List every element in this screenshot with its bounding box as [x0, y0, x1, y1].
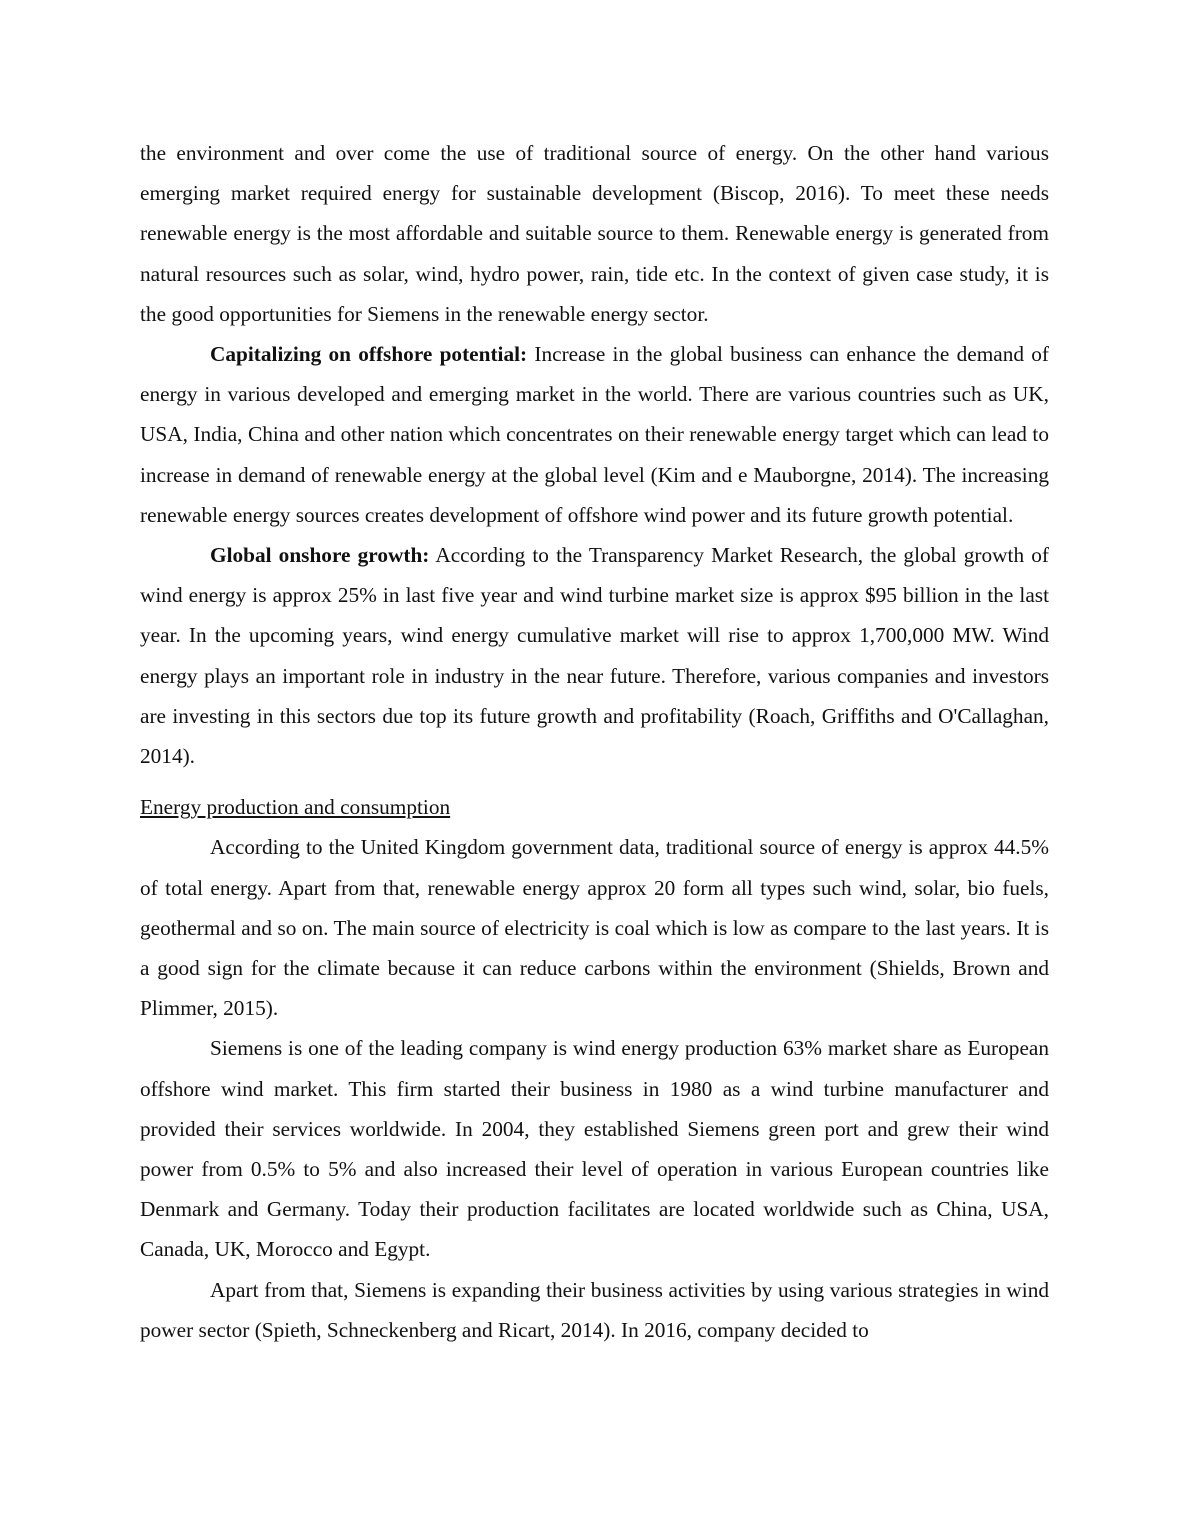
- paragraph-siemens-market-share: Siemens is one of the leading company is wind energy production 63% market share as European offshore wind market. This firm started their business in 1980 as a wind turbine manufacturer and provided their services worldwide. In 2004, they established Siemens green port and grew their wind power from 0.5% to 5% and also increased their level of operation in various European countries like Denmark and Germany. Today their production facilitates are located worldwide such as China, USA, Canada, UK, Morocco and Egypt.: [140, 1036, 1049, 1262]
- onshore-growth-lead: Global onshore growth:: [210, 543, 430, 568]
- paragraph-offshore-potential: [140, 334, 1049, 535]
- onshore-growth-text: According to the Transparency Market Research, the global growth of wind energy is approx 25% in last five year and wind turbine market size is approx $95 billion in the last year. In the upcoming years, wind energy cumulative market will rise to approx 1,700,000 MW. Wind energy plays an important role in industry in the near future. Therefore, various companies and investors are investing in this sectors due top its future growth and profitability (Roach, Griffiths and O'Callaghan, 2014).: [140, 543, 1049, 769]
- paragraph-environment: the environment and over come the use of traditional source of energy. On the other hand various emerging market required energy for sustainable development (Biscop, 2016). To meet these needs renewable energy is the most affordable and suitable source to them. Renewable energy is generated from natural resources such as solar, wind, hydro power, rain, tide etc. In the context of given case study, it is the good opportunities for Siemens in the renewable energy sector.: [140, 141, 1049, 326]
- paragraph-uk-government-data: According to the United Kingdom government data, traditional source of energy is approx 44.5% of total energy. Apart from that, renewable energy approx 20 form all types such wind, solar, bio fuels, geothermal and so on. The main source of electricity is coal which is low as compare to the last years. It is a good sign for the climate because it can reduce carbons within the environment (Shields, Brown and Plimmer, 2015).: [140, 835, 1049, 1021]
- section-heading-energy-production: Energy production and consumption: [140, 795, 451, 820]
- offshore-potential-text: Increase in the global business can enhance the demand of energy in various developed and emerging market in the world. There are various countries such as UK, USA, India, China and other nation which concentrates on their renewable energy target which can lead to increase in demand of renewable energy at the global level (Kim and e Mauborgne, 2014). The increasing renewable energy sources creates development of offshore wind power and its future growth potential.: [140, 342, 1049, 527]
- paragraph-onshore-growth: [140, 535, 1049, 776]
- offshore-potential-lead: Capitalizing on offshore potential:: [210, 342, 528, 367]
- document-page: [140, 133, 1049, 1350]
- paragraph-siemens-strategies: Apart from that, Siemens is expanding their business activities by using various strategies in wind power sector (Spieth, Schneckenberg and Ricart, 2014). In 2016, company decided to: [140, 1277, 1049, 1342]
